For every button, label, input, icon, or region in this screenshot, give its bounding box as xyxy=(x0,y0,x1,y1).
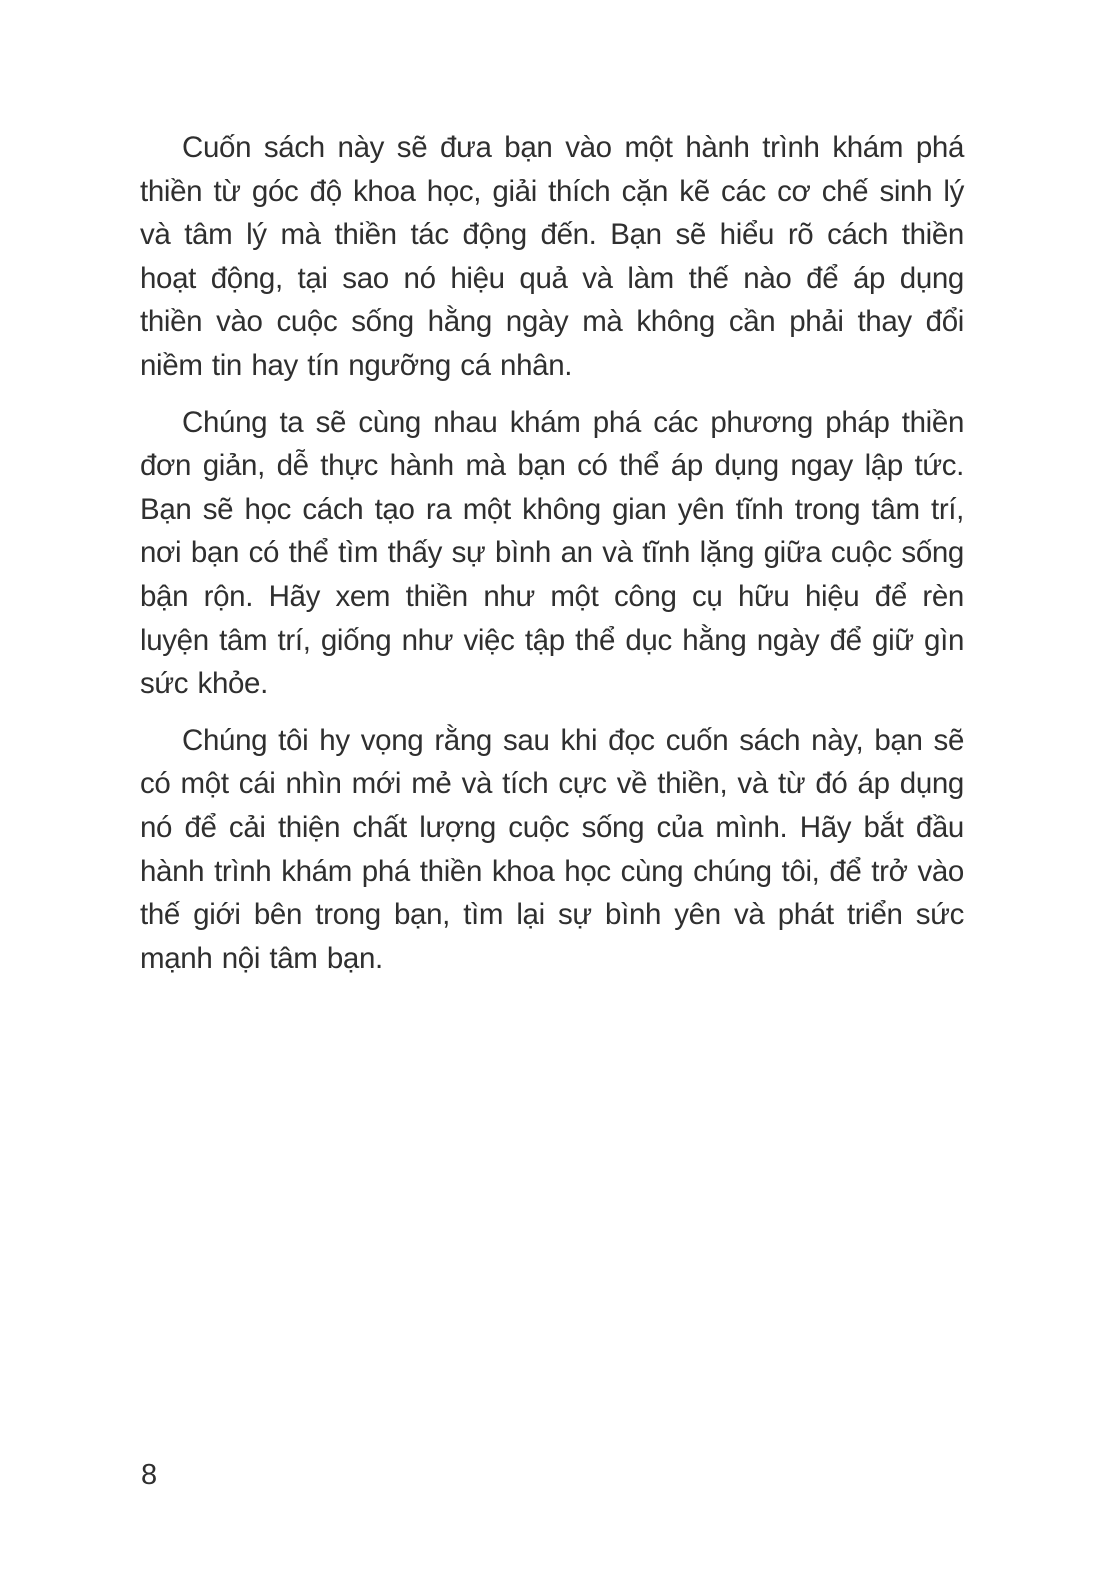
body-paragraph-3: Chúng tôi hy vọng rằng sau khi đọc cuốn sách này, bạn sẽ có một cái nhìn mới mẻ và tích cực về thiền, và từ đó áp dụng nó để cải thiện chất lượng cuộc sống của mình. Hãy bắt đầu hành trình khám phá thiền khoa học cùng chúng tôi, để trở vào thế giới bên trong bạn, tìm lại sự bình yên và phát triển sức mạnh nội tâm bạn. xyxy=(140,723,964,975)
body-text-block xyxy=(140,126,964,993)
page-number: 8 xyxy=(141,1459,158,1491)
body-paragraph-1: Cuốn sách này sẽ đưa bạn vào một hành trình khám phá thiền từ góc độ khoa học, giải thích cặn kẽ các cơ chế sinh lý và tâm lý mà thiền tác động đến. Bạn sẽ hiểu rõ cách thiền hoạt động, tại sao nó hiệu quả và làm thế nào để áp dụng thiền vào cuộc sống hằng ngày mà không cần phải thay đổi niềm tin hay tín ngưỡng cá nhân. xyxy=(140,131,964,382)
body-paragraph-2: Chúng ta sẽ cùng nhau khám phá các phương pháp thiền đơn giản, dễ thực hành mà bạn có thể áp dụng ngay lập tức. Bạn sẽ học cách tạo ra một không gian yên tĩnh trong tâm trí, nơi bạn có thể tìm thấy sự bình an và tĩnh lặng giữa cuộc sống bận rộn. Hãy xem thiền như một công cụ hữu hiệu để rèn luyện tâm trí, giống như việc tập thể dục hằng ngày để giữ gìn sức khỏe. xyxy=(140,405,964,701)
